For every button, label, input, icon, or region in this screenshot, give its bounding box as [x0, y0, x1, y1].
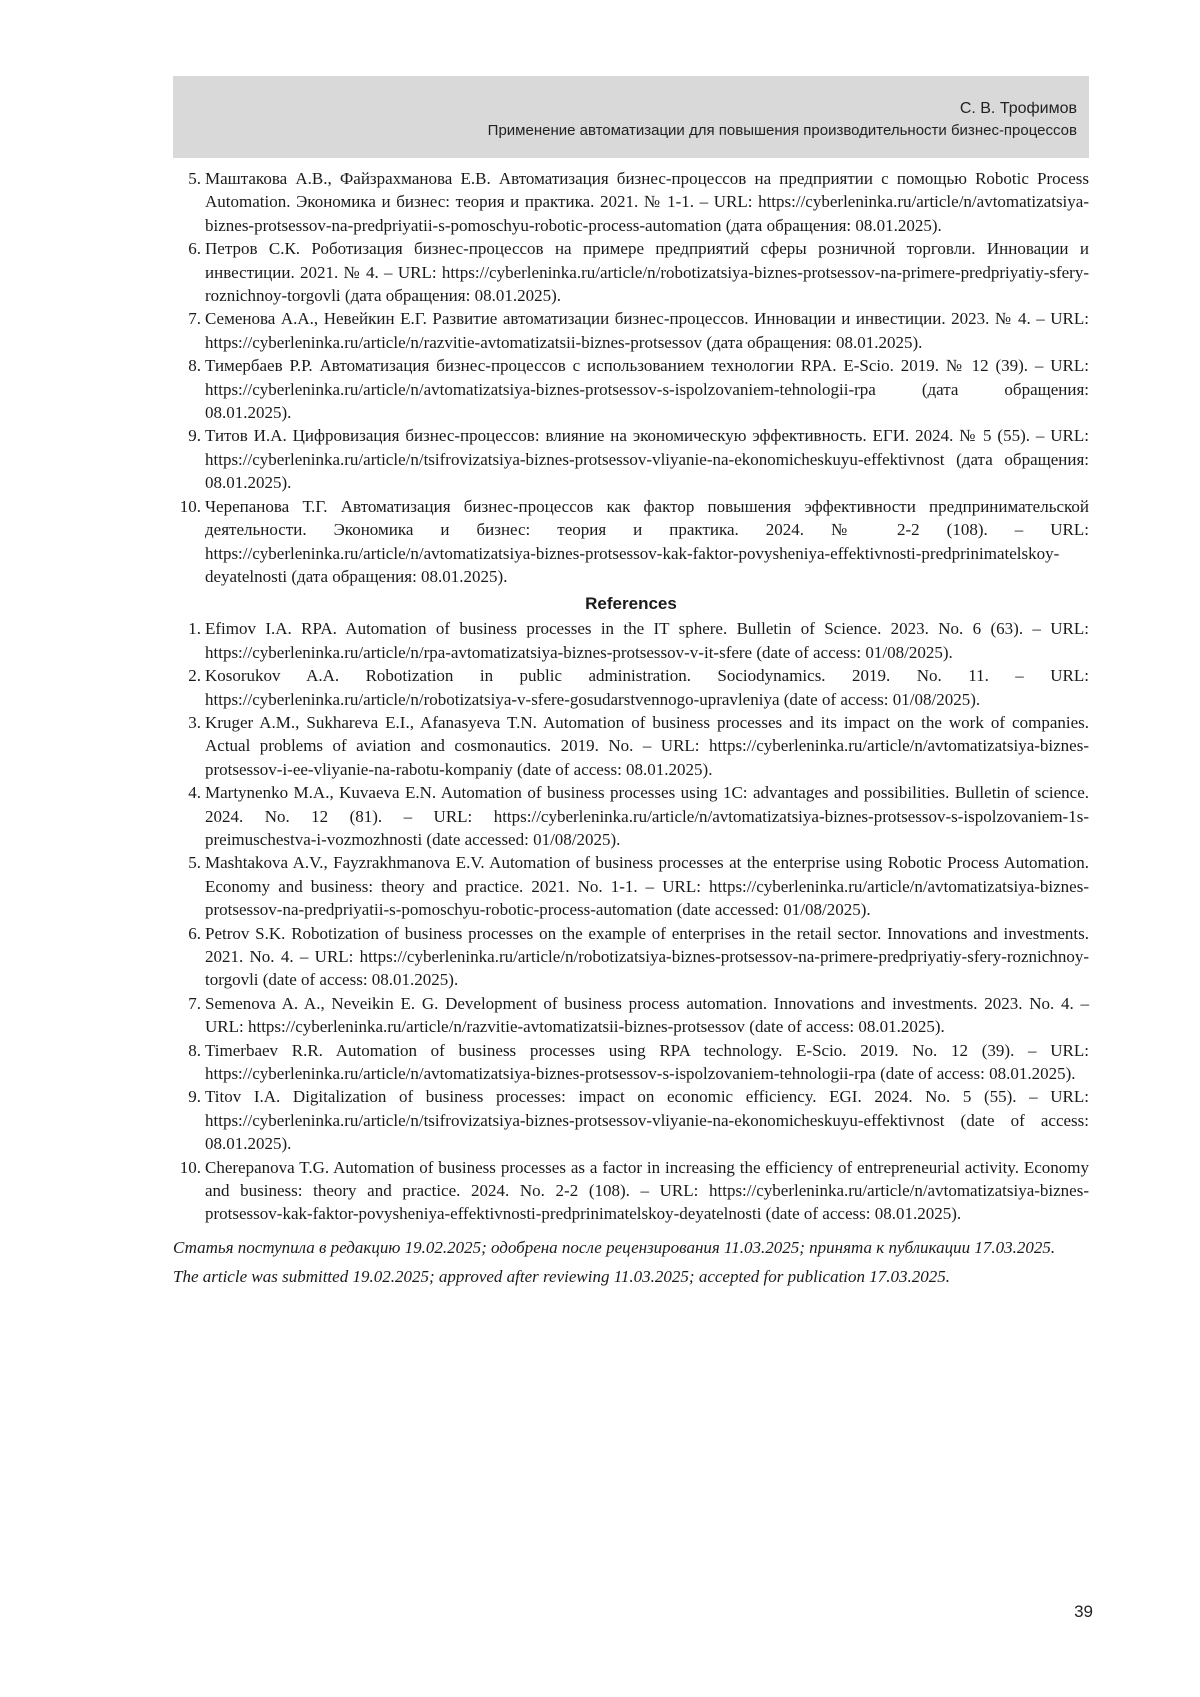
reference-number: 7.	[188, 992, 201, 1015]
reference-item	[173, 781, 1089, 851]
reference-text: Петров С.К. Роботизация бизнес-процессов на примере предприятий сферы розничной торговли. Инновации и инвестиции. 2021. № 4. – URL: https://cyberleninka.ru/article/n/robotizatsiya-biznes-protsessov-na-primere-predpriyatiy-sfery-roznichnoy-torgovli (дата обращения: 08.01.2025).	[205, 239, 1089, 305]
reference-text: Timerbaev R.R. Automation of business processes using RPA technology. E-Scio. 2019. No. 12 (39). – URL: https://cyberleninka.ru/article/n/avtomatizatsiya-biznes-protsessov-s-ispolzovaniem-tehnologii-rpa (date of access: 08.01.2025).	[205, 1041, 1089, 1083]
references-heading: References	[173, 593, 1089, 615]
reference-text: Титов И.А. Цифровизация бизнес-процессов: влияние на экономическую эффективность. ЕГИ. 2024. № 5 (55). – URL: https://cyberleninka.ru/article/n/tsifrovizatsiya-biznes-protsessov-vliyanie-na-ekonomicheskuyu-effektivnost (дата обращения: 08.01.2025).	[205, 426, 1089, 492]
reference-item	[173, 851, 1089, 921]
reference-item	[173, 711, 1089, 781]
reference-text: Efimov I.A. RPA. Automation of business processes in the IT sphere. Bulletin of Science. 2023. No. 6 (63). – URL: https://cyberleninka.ru/article/n/rpa-avtomatizatsiya-biznes-protsessov-v-it-sfere (date of access: 01/08/2025).	[205, 619, 1089, 661]
reference-text: Petrov S.K. Robotization of business processes on the example of enterprises in the retail sector. Innovations and investments. 2021. No. 4. – URL: https://cyberleninka.ru/article/n/robotizatsiya-biznes-protsessov-na-primere-predpriyatiy-sfery-roznichnoy-torgovli (date of access: 08.01.2025).	[205, 924, 1089, 990]
reference-text: Cherepanova T.G. Automation of business processes as a factor in increasing the efficiency of entrepreneurial activity. Economy and business: theory and practice. 2024. No. 2-2 (108). – URL: https://cyberleninka.ru/article/n/avtomatizatsiya-biznes-protsessov-kak-faktor-povysheniya-effektivnosti-predprinimatelskoy-deyatelnosti (date of access: 08.01.2025).	[205, 1158, 1089, 1224]
russian-reference-list	[173, 167, 1089, 588]
reference-item	[173, 664, 1089, 711]
reference-number: 1.	[188, 617, 201, 640]
english-reference-list	[173, 617, 1089, 1226]
reference-number: 4.	[188, 781, 201, 804]
reference-item	[173, 1039, 1089, 1086]
reference-item	[173, 617, 1089, 664]
reference-item	[173, 424, 1089, 494]
reference-number: 8.	[188, 1039, 201, 1062]
reference-number: 2.	[188, 664, 201, 687]
reference-item	[173, 1156, 1089, 1226]
reference-number: 6.	[188, 922, 201, 945]
header-article-title: Применение автоматизации для повышения производительности бизнес-процессов	[173, 120, 1077, 142]
reference-text: Mashtakova A.V., Fayzrakhmanova E.V. Automation of business processes at the enterprise using Robotic Process Automation. Economy and business: theory and practice. 2021. No. 1-1. – URL: https://cyberleninka.ru/article/n/avtomatizatsiya-biznes-protsessov-na-predpriyatii-s-pomoschyu-robotic-process-automation (date accessed: 01/08/2025).	[205, 853, 1089, 919]
reference-number: 5.	[188, 167, 201, 190]
reference-item	[173, 495, 1089, 589]
reference-number: 9.	[188, 1085, 201, 1108]
reference-text: Семенова А.А., Невейкин Е.Г. Развитие автоматизации бизнес-процессов. Инновации и инвестиции. 2023. № 4. – URL: https://cyberleninka.ru/article/n/razvitie-avtomatizatsii-biznes-protsessov (дата обращения: 08.01.2025).	[205, 309, 1089, 351]
main-content	[173, 167, 1089, 1289]
reference-item	[173, 1085, 1089, 1155]
reference-item	[173, 237, 1089, 307]
submission-info-ru: Статья поступила в редакцию 19.02.2025; одобрена после рецензирования 11.03.2025; принята к публикации 17.03.2025.	[173, 1236, 1089, 1259]
reference-text: Черепанова Т.Г. Автоматизация бизнес-процессов как фактор повышения эффективности предпринимательской деятельности. Экономика и бизнес: теория и практика. 2024. № 2-2 (108). – URL: https://cyberleninka.ru/article/n/avtomatizatsiya-biznes-protsessov-kak-faktor-povysheniya-effektivnosti-predprinimatelskoy-deyatelnosti (дата обращения: 08.01.2025).	[205, 497, 1089, 586]
running-header	[173, 76, 1089, 158]
reference-text: Semenova A. A., Neveikin E. G. Development of business process automation. Innovations and investments. 2023. No. 4. – URL: https://cyberleninka.ru/article/n/razvitie-avtomatizatsii-biznes-protsessov (date of access: 08.01.2025).	[205, 994, 1089, 1036]
reference-text: Martynenko M.A., Kuvaeva E.N. Automation of business processes using 1C: advantages and possibilities. Bulletin of science. 2024. No. 12 (81). – URL: https://cyberleninka.ru/article/n/avtomatizatsiya-biznes-protsessov-s-ispolzovaniem-1s-preimuschestva-i-vozmozhnosti (date accessed: 01/08/2025).	[205, 783, 1089, 849]
submission-info-en: The article was submitted 19.02.2025; approved after reviewing 11.03.2025; accepted for publication 17.03.2025.	[173, 1265, 1089, 1288]
reference-item	[173, 307, 1089, 354]
reference-number: 10.	[180, 1156, 201, 1179]
reference-number: 6.	[188, 237, 201, 260]
reference-text: Kruger A.M., Sukhareva E.I., Afanasyeva T.N. Automation of business processes and its impact on the work of companies. Actual problems of aviation and cosmonautics. 2019. No. – URL: https://cyberleninka.ru/article/n/avtomatizatsiya-biznes-protsessov-i-ee-vliyanie-na-rabotu-kompaniy (date of access: 08.01.2025).	[205, 713, 1089, 779]
reference-number: 3.	[188, 711, 201, 734]
page-number: 39	[1074, 1602, 1093, 1622]
reference-item	[173, 354, 1089, 424]
reference-number: 7.	[188, 307, 201, 330]
header-author: С. В. Трофимов	[173, 98, 1077, 120]
reference-number: 9.	[188, 424, 201, 447]
reference-number: 8.	[188, 354, 201, 377]
reference-text: Kosorukov A.A. Robotization in public administration. Sociodynamics. 2019. No. 11. – URL: https://cyberleninka.ru/article/n/robotizatsiya-v-sfere-gosudarstvennogo-upravleniya (date of access: 01/08/2025).	[205, 666, 1089, 708]
reference-item	[173, 167, 1089, 237]
submission-info	[173, 1236, 1089, 1289]
reference-text: Тимербаев Р.Р. Автоматизация бизнес-процессов с использованием технологии RPA. E-Scio. 2019. № 12 (39). – URL: https://cyberleninka.ru/article/n/avtomatizatsiya-biznes-protsessov-s-ispolzovaniem-tehnologii-rpa (дата обращения: 08.01.2025).	[205, 356, 1089, 422]
reference-text: Titov I.A. Digitalization of business processes: impact on economic efficiency. EGI. 2024. No. 5 (55). – URL: https://cyberleninka.ru/article/n/tsifrovizatsiya-biznes-protsessov-vliyanie-na-ekonomicheskuyu-effektivnost (date of access: 08.01.2025).	[205, 1087, 1089, 1153]
reference-number: 5.	[188, 851, 201, 874]
reference-item	[173, 922, 1089, 992]
reference-text: Маштакова А.В., Файзрахманова Е.В. Автоматизация бизнес-процессов на предприятии с помощью Robotic Process Automation. Экономика и бизнес: теория и практика. 2021. № 1-1. – URL: https://cyberleninka.ru/article/n/avtomatizatsiya-biznes-protsessov-na-predpriyatii-s-pomoschyu-robotic-process-automation (дата обращения: 08.01.2025).	[205, 169, 1089, 235]
reference-item	[173, 992, 1089, 1039]
reference-number: 10.	[180, 495, 201, 518]
